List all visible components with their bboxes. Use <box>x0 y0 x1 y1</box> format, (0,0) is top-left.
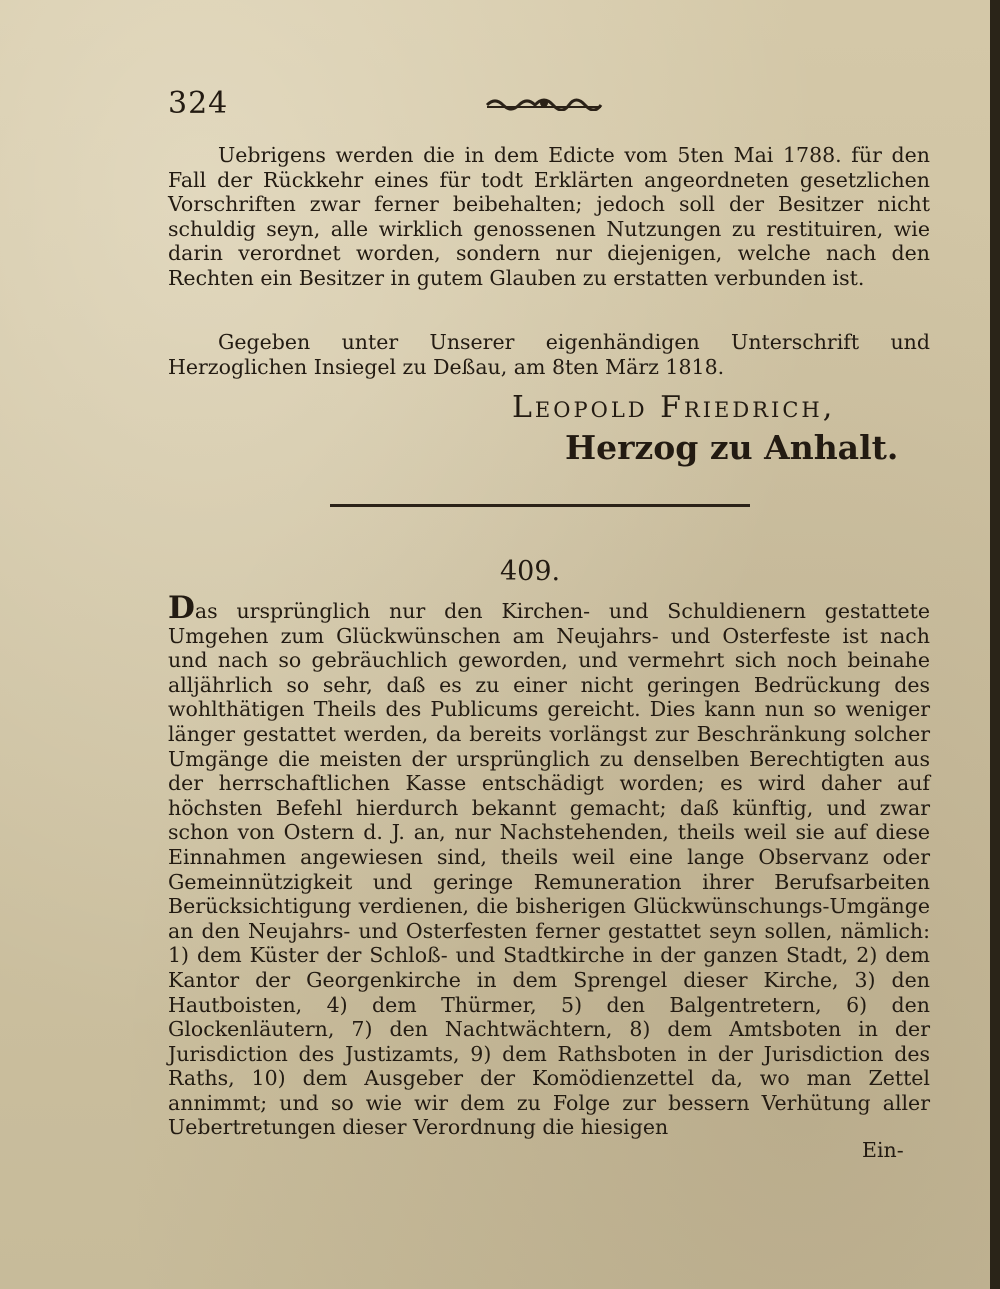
paragraph-new-year-greetings <box>168 590 930 1140</box>
signature-title: Herzog zu Anhalt. <box>565 428 899 467</box>
header-ornament <box>485 95 603 111</box>
catchword: Ein- <box>862 1138 904 1162</box>
paragraph-edict-provision: Uebrigens werden die in dem Edicte vom 5ten Mai 1788. für den Fall der Rückkehr eines für todt Erklärten angeordneten gesetzlichen Vorschriften zwar ferner beibehalten; jedoch soll der Besitzer nicht schuldig seyn, alle wirklich genossenen Nutzungen zu restituiren, wie darin verordnet worden, sondern nur diejenigen, welche nach den Rechten ein Besitzer in gutem Glauben zu erstatten verbunden ist. <box>168 143 930 290</box>
paragraph-body: as ursprünglich nur den Kirchen- und Schuldienern gestattete Umgehen zum Glückwünschen am Neujahrs- und Osterfeste ist nach und nach so gebräuchlich geworden, und vermehrt sich noch beinahe alljährlich so sehr, daß es zu einer nicht geringen Bedrückung des wohlthätigen Theils des Publicums gereicht. Dies kann nun so weniger länger gestattet werden, da bereits vorlängst zur Beschränkung solcher Umgänge die meisten der ursprünglich zu denselben Berechtigten aus der herrschaftlichen Kasse entschädigt worden; es wird daher auf höchsten Befehl hierdurch bekannt gemacht; daß künftig, und zwar schon von Ostern d. J. an, nur Nachstehenden, theils weil sie auf diese Einnahmen angewiesen sind, theils weil eine lange Observanz oder Gemeinnützigkeit und geringe Remuneration ihrer Berufsarbeiten Berücksichtigung verdienen, die bisherigen Glückwünschungs-Umgänge an den Neujahrs- und Osterfesten ferner gestattet seyn sollen, nämlich: 1) dem Küster der Schloß- und Stadtkirche in der ganzen Stadt, 2) dem Kantor der Georgenkirche in dem Sprengel dieser Kirche, 3) den Hautboisten, 4) dem Thürmer, 5) den Balgentretern, 6) den Glockenläutern, 7) den Nachtwächtern, 8) dem Amtsboten in der Jurisdiction des Justizamts, 9) dem Rathsboten in der Jurisdiction des Raths, 10) dem Ausgeber der Komödienzettel da, wo man Zettel annimmt; und so wie wir dem zu Folge zur bessern Verhütung aller Uebertretungen dieser Verordnung die hiesigen <box>168 599 930 1140</box>
page-number: 324 <box>168 86 229 121</box>
initial-letter: D <box>168 590 195 626</box>
section-number: 409. <box>500 556 561 587</box>
paragraph-given-date: Gegeben unter Unserer eigenhändigen Unterschrift und Herzoglichen Insiegel zu Deßau, am 8ten März 1818. <box>168 330 930 379</box>
page-edge-shadow <box>990 0 1000 1289</box>
signature-name: Leopold Friedrich, <box>512 390 836 425</box>
section-divider <box>330 504 750 507</box>
